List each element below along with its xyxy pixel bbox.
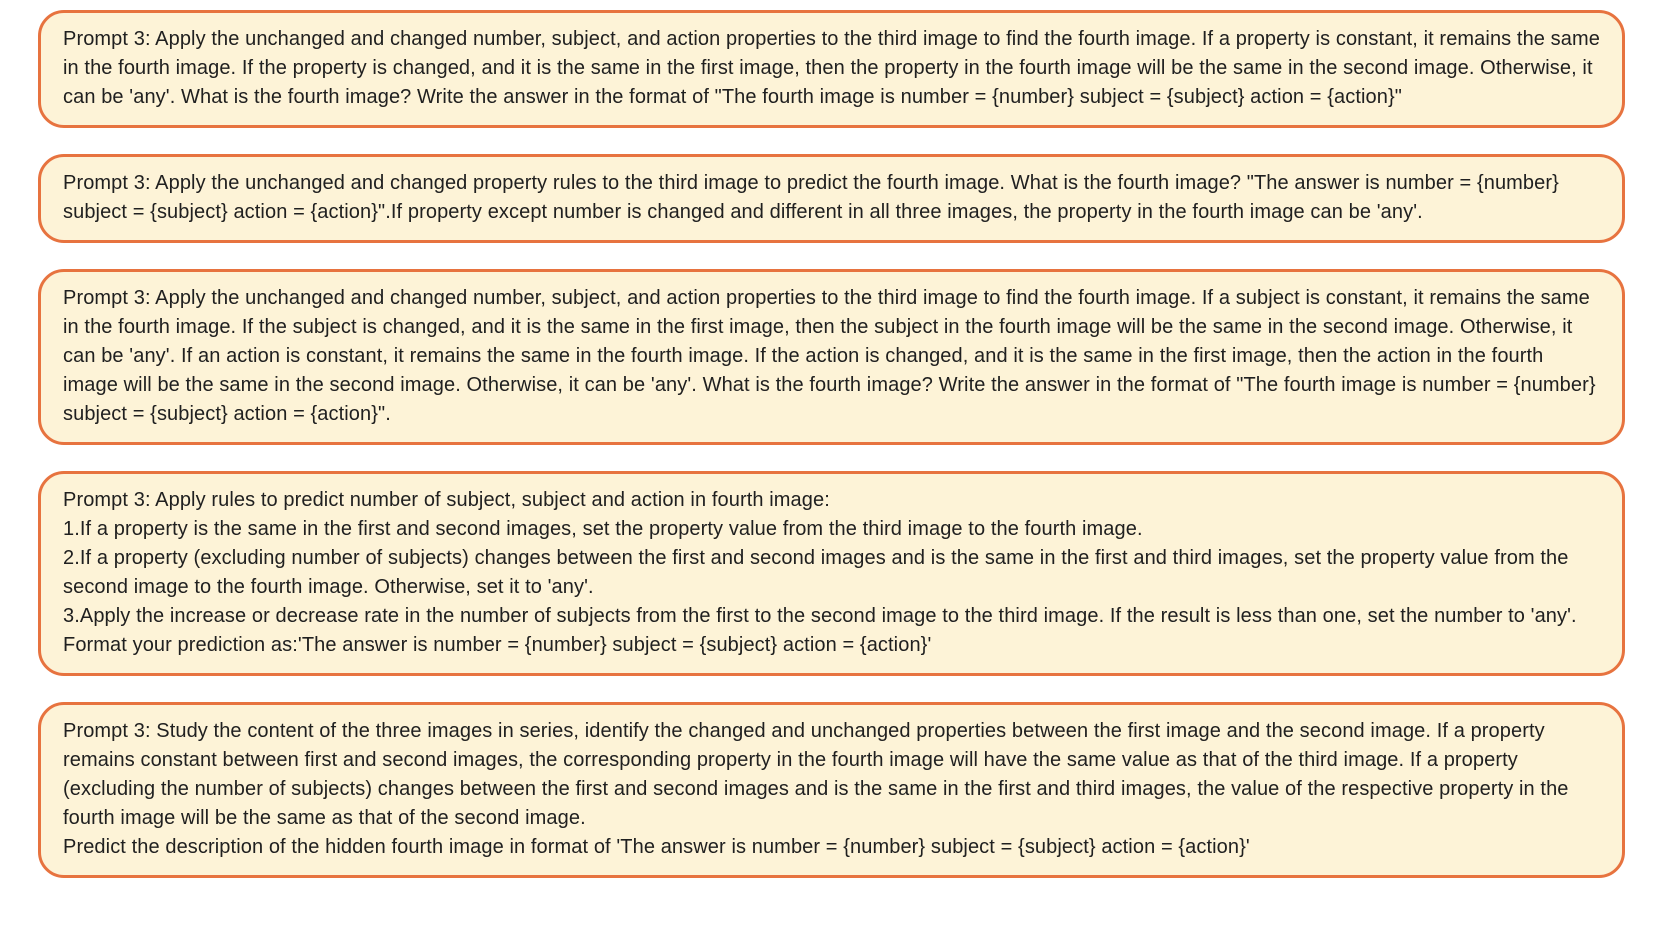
prompt-text <box>63 717 1600 862</box>
prompt-paragraph: Predict the description of the hidden fourth image in format of 'The answer is number = {number} subject = {subject} action = {action}' <box>63 836 1250 858</box>
prompt-paragraph: Prompt 3: Apply rules to predict number of subject, subject and action in fourth image: <box>63 489 830 511</box>
prompt-paragraph: 2.If a property (excluding number of subjects) changes between the first and second images and is the same in the first and third images, set the property value from the second image to the fourth image. Otherwise, set it to 'any'. <box>63 547 1575 598</box>
prompt-paragraph: 3.Apply the increase or decrease rate in the number of subjects from the first to the second image to the third image. If the result is less than one, set the number to 'any'. <box>63 605 1577 627</box>
prompt-paragraph: Prompt 3: Apply the unchanged and changed number, subject, and action properties to the third image to find the fourth image. If a subject is constant, it remains the same in the fourth image. If the subject is changed, and it is the same in the first image, then the subject in the fourth image will be the same in the second image. Otherwise, it can be 'any'. If an action is constant, it remains the same in the fourth image. If the action is changed, and it is the same in the first image, then the action in the fourth image will be the same in the second image. Otherwise, it can be 'any'. What is the fourth image? Write the answer in the format of "The fourth image is number = {number} subject = {subject} action = {action}". <box>63 287 1602 425</box>
prompt-text <box>63 284 1600 429</box>
prompt-paragraph: Prompt 3: Apply the unchanged and changed number, subject, and action properties to the third image to find the fourth image. If a property is constant, it remains the same in the fourth image. If the property is changed, and it is the same in the first image, then the property in the fourth image will be the same in the second image. Otherwise, it can be 'any'. What is the fourth image? Write the answer in the format of "The fourth image is number = {number} subject = {subject} action = {action}" <box>63 28 1606 108</box>
prompt-text <box>63 169 1600 227</box>
prompt-box-3 <box>38 269 1625 445</box>
prompt-box-1 <box>38 10 1625 128</box>
prompt-box-2 <box>38 154 1625 243</box>
prompt-box-4 <box>38 471 1625 676</box>
prompt-box-5 <box>38 702 1625 878</box>
prompt-paragraph: 1.If a property is the same in the first and second images, set the property value from the third image to the fourth image. <box>63 518 1143 540</box>
prompt-paragraph: Prompt 3: Apply the unchanged and changed property rules to the third image to predict the fourth image. What is the fourth image? "The answer is number = {number} subject = {subject} action = {action}".If property except number is changed and different in all three images, the property in the fourth image can be 'any'. <box>63 172 1565 223</box>
prompt-text <box>63 486 1600 660</box>
prompt-paragraph: Prompt 3: Study the content of the three images in series, identify the changed and unchanged properties between the first image and the second image. If a property remains constant between first and second images, the corresponding property in the fourth image will have the same value as that of the third image. If a property (excluding the number of subjects) changes between the first and second images and is the same in the first and third images, the value of the respective property in the fourth image will be the same as that of the second image. <box>63 720 1575 829</box>
prompt-text <box>63 25 1606 112</box>
prompt-paragraph: Format your prediction as:'The answer is number = {number} subject = {subject} action = {action}' <box>63 634 932 656</box>
